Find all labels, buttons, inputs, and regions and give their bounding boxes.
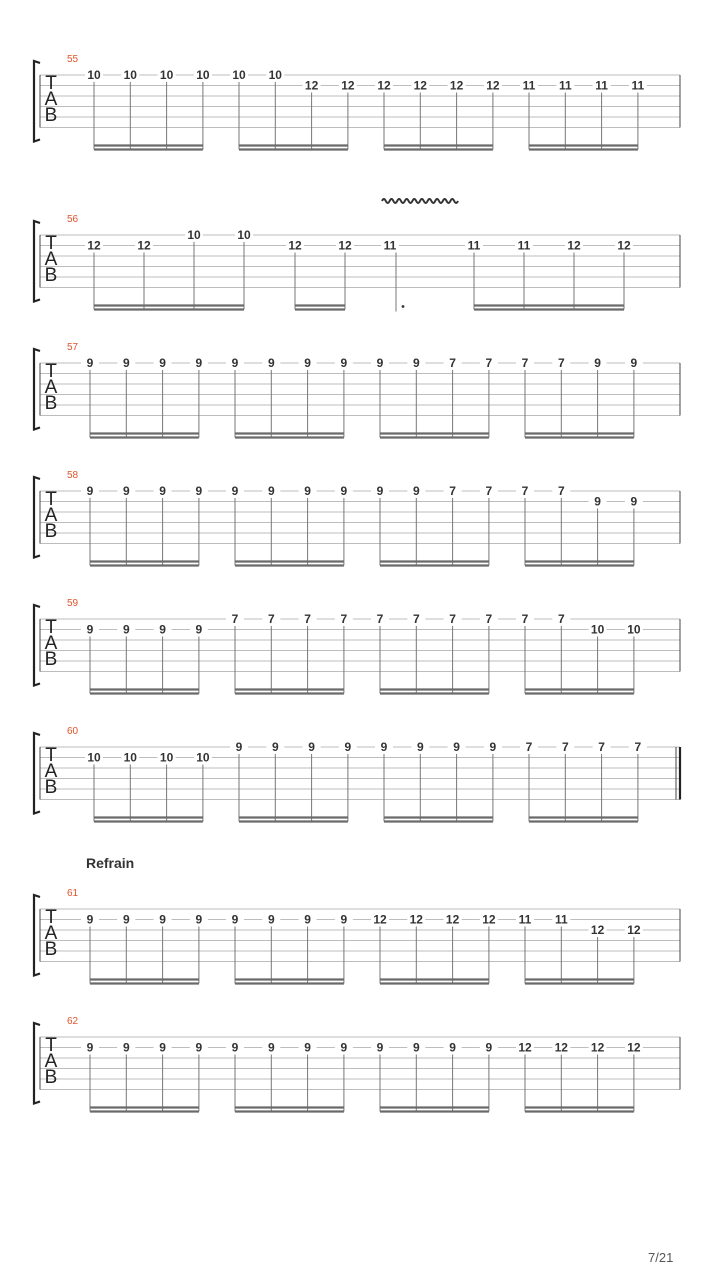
fret-number: 10 bbox=[123, 750, 137, 765]
fret-number: 7 bbox=[557, 612, 565, 626]
fret-number: 7 bbox=[521, 356, 529, 370]
fret-number: 7 bbox=[412, 612, 420, 626]
fret-number: 10 bbox=[627, 622, 641, 637]
fret-number: 9 bbox=[340, 912, 348, 927]
dot-mark bbox=[402, 305, 405, 308]
fret-number: 9 bbox=[412, 356, 420, 370]
fret-number: 7 bbox=[267, 612, 275, 626]
measure-number: 59 bbox=[67, 598, 79, 609]
fret-number: 9 bbox=[449, 1040, 456, 1055]
fret-number: 10 bbox=[590, 622, 605, 637]
fret-number: 9 bbox=[485, 1040, 493, 1055]
fret-number: 7 bbox=[449, 356, 456, 370]
fret-number: 9 bbox=[304, 484, 311, 498]
fret-number: 10 bbox=[232, 68, 246, 82]
fret-number: 9 bbox=[122, 622, 130, 637]
measure-number: 56 bbox=[67, 214, 79, 225]
fret-number: 12 bbox=[627, 1040, 641, 1055]
fret-number: 12 bbox=[338, 238, 352, 253]
tab-clef-letter: A bbox=[44, 89, 58, 110]
fret-number: 9 bbox=[489, 740, 497, 754]
system-bracket bbox=[34, 605, 40, 686]
fret-number: 7 bbox=[376, 612, 384, 626]
tab-clef-letter: B bbox=[44, 105, 58, 126]
system-bracket bbox=[34, 895, 40, 976]
fret-number: 9 bbox=[159, 356, 166, 370]
fret-number: 9 bbox=[86, 484, 94, 498]
fret-number: 9 bbox=[159, 1040, 166, 1055]
fret-number: 11 bbox=[595, 78, 608, 93]
fret-number: 9 bbox=[267, 1040, 275, 1055]
fret-number: 7 bbox=[485, 612, 493, 626]
fret-number: 9 bbox=[344, 740, 352, 754]
wavy-vibrato-icon bbox=[382, 199, 458, 203]
fret-number: 9 bbox=[376, 356, 384, 370]
fret-number: 9 bbox=[308, 740, 315, 754]
fret-number: 9 bbox=[195, 484, 203, 498]
fret-number: 10 bbox=[187, 228, 201, 242]
fret-number: 12 bbox=[377, 78, 391, 93]
system-bracket bbox=[34, 477, 40, 558]
fret-number: 12 bbox=[590, 1040, 605, 1055]
fret-number: 9 bbox=[416, 740, 424, 754]
fret-number: 10 bbox=[159, 68, 174, 82]
fret-number: 9 bbox=[594, 356, 601, 370]
fret-number: 9 bbox=[195, 356, 203, 370]
fret-number: 9 bbox=[267, 912, 275, 927]
fret-number: 7 bbox=[557, 484, 565, 498]
fret-number: 12 bbox=[554, 1040, 568, 1055]
fret-number: 9 bbox=[376, 1040, 384, 1055]
fret-number: 9 bbox=[231, 912, 239, 927]
fret-number: 9 bbox=[267, 484, 275, 498]
fret-number: 10 bbox=[196, 750, 210, 765]
fret-number: 11 bbox=[517, 238, 531, 253]
tab-clef-letter: B bbox=[44, 521, 58, 542]
fret-number: 9 bbox=[380, 740, 388, 754]
fret-number: 10 bbox=[87, 68, 101, 82]
fret-number: 7 bbox=[521, 484, 529, 498]
system-bracket bbox=[34, 349, 40, 430]
fret-number: 9 bbox=[122, 484, 130, 498]
tab-clef-letter: B bbox=[44, 265, 58, 286]
fret-number: 11 bbox=[558, 78, 572, 93]
tab-clef-letter: B bbox=[44, 393, 58, 414]
fret-number: 12 bbox=[137, 238, 151, 253]
fret-number: 9 bbox=[304, 356, 311, 370]
system-bracket bbox=[34, 1023, 40, 1104]
fret-number: 9 bbox=[86, 1040, 94, 1055]
fret-number: 9 bbox=[231, 484, 239, 498]
fret-number: 12 bbox=[373, 912, 387, 927]
fret-number: 7 bbox=[449, 484, 456, 498]
tab-clef-letter: A bbox=[44, 1051, 58, 1072]
tab-clef-letter: A bbox=[44, 377, 58, 398]
tab-clef-letter: T bbox=[45, 617, 57, 638]
fret-number: 10 bbox=[237, 228, 251, 242]
fret-number: 11 bbox=[383, 238, 397, 253]
fret-number: 9 bbox=[231, 356, 239, 370]
measure-number: 62 bbox=[67, 1016, 79, 1027]
fret-number: 9 bbox=[412, 484, 420, 498]
tab-clef-letter: B bbox=[44, 777, 58, 798]
tab-clef-letter: T bbox=[45, 73, 57, 94]
fret-number: 12 bbox=[341, 78, 355, 93]
fret-number: 12 bbox=[288, 238, 302, 253]
system-bracket bbox=[34, 61, 40, 142]
tab-clef-letter: T bbox=[45, 233, 57, 254]
fret-number: 9 bbox=[453, 740, 460, 754]
tab-clef-letter: T bbox=[45, 1035, 57, 1056]
tab-clef-letter: B bbox=[44, 939, 58, 960]
fret-number: 9 bbox=[86, 912, 94, 927]
fret-number: 12 bbox=[409, 912, 423, 927]
fret-number: 9 bbox=[304, 1040, 311, 1055]
fret-number: 9 bbox=[630, 356, 638, 370]
fret-number: 9 bbox=[195, 1040, 203, 1055]
fret-number: 7 bbox=[561, 740, 569, 754]
fret-number: 10 bbox=[159, 750, 174, 765]
fret-number: 9 bbox=[195, 912, 203, 927]
fret-number: 7 bbox=[521, 612, 529, 626]
tab-clef-letter: T bbox=[45, 745, 57, 766]
tab-clef-letter: T bbox=[45, 907, 57, 928]
fret-number: 7 bbox=[634, 740, 642, 754]
fret-number: 12 bbox=[449, 78, 464, 93]
fret-number: 9 bbox=[231, 1040, 239, 1055]
fret-number: 9 bbox=[630, 494, 638, 509]
fret-number: 9 bbox=[376, 484, 384, 498]
tab-clef-letter: A bbox=[44, 761, 58, 782]
measure-number: 58 bbox=[67, 470, 79, 481]
fret-number: 9 bbox=[122, 912, 130, 927]
fret-number: 7 bbox=[449, 612, 456, 626]
fret-number: 7 bbox=[598, 740, 605, 754]
tab-clef-letter: A bbox=[44, 505, 58, 526]
fret-number: 9 bbox=[159, 622, 166, 637]
fret-number: 11 bbox=[631, 78, 645, 93]
fret-number: 12 bbox=[567, 238, 581, 253]
fret-number: 9 bbox=[340, 1040, 348, 1055]
fret-number: 7 bbox=[485, 356, 493, 370]
fret-number: 12 bbox=[627, 923, 641, 937]
fret-number: 9 bbox=[304, 912, 311, 927]
fret-number: 9 bbox=[340, 356, 348, 370]
fret-number: 9 bbox=[195, 622, 203, 637]
fret-number: 9 bbox=[86, 356, 94, 370]
fret-number: 12 bbox=[482, 912, 496, 927]
fret-number: 10 bbox=[268, 68, 282, 82]
fret-number: 12 bbox=[590, 923, 605, 937]
fret-number: 9 bbox=[159, 484, 166, 498]
fret-number: 7 bbox=[525, 740, 533, 754]
fret-number: 9 bbox=[159, 912, 166, 927]
fret-number: 12 bbox=[445, 912, 460, 927]
fret-number: 11 bbox=[554, 912, 568, 927]
measure-number: 55 bbox=[67, 54, 79, 65]
tab-clef-letter: A bbox=[44, 249, 58, 270]
fret-number: 7 bbox=[231, 612, 239, 626]
tab-clef-letter: A bbox=[44, 633, 58, 654]
fret-number: 9 bbox=[122, 356, 130, 370]
fret-number: 9 bbox=[267, 356, 275, 370]
fret-number: 11 bbox=[467, 238, 481, 253]
fret-number: 7 bbox=[557, 356, 565, 370]
fret-number: 9 bbox=[594, 494, 601, 509]
fret-number: 7 bbox=[485, 484, 493, 498]
fret-number: 9 bbox=[412, 1040, 420, 1055]
tab-clef-letter: B bbox=[44, 1067, 58, 1088]
fret-number: 12 bbox=[413, 78, 427, 93]
fret-number: 9 bbox=[122, 1040, 130, 1055]
fret-number: 12 bbox=[617, 238, 631, 253]
tab-clef-letter: T bbox=[45, 489, 57, 510]
measure-number: 57 bbox=[67, 342, 79, 353]
fret-number: 9 bbox=[235, 740, 243, 754]
system-bracket bbox=[34, 733, 40, 814]
fret-number: 9 bbox=[271, 740, 279, 754]
fret-number: 7 bbox=[304, 612, 311, 626]
fret-number: 11 bbox=[522, 78, 536, 93]
fret-number: 9 bbox=[340, 484, 348, 498]
tab-clef-letter: A bbox=[44, 923, 58, 944]
measure-number: 60 bbox=[67, 726, 79, 737]
system-bracket bbox=[34, 221, 40, 302]
fret-number: 10 bbox=[196, 68, 210, 82]
fret-number: 12 bbox=[518, 1040, 532, 1055]
fret-number: 9 bbox=[86, 622, 94, 637]
fret-number: 10 bbox=[87, 750, 101, 765]
fret-number: 12 bbox=[87, 238, 101, 253]
fret-number: 12 bbox=[486, 78, 500, 93]
fret-number: 12 bbox=[304, 78, 319, 93]
fret-number: 11 bbox=[518, 912, 532, 927]
fret-number: 10 bbox=[123, 68, 137, 82]
tab-clef-letter: T bbox=[45, 361, 57, 382]
tab-clef-letter: B bbox=[44, 649, 58, 670]
measure-number: 61 bbox=[67, 888, 79, 899]
section-label-refrain: Refrain bbox=[86, 855, 135, 871]
page-number: 7/21 bbox=[648, 1250, 674, 1265]
fret-number: 7 bbox=[340, 612, 348, 626]
